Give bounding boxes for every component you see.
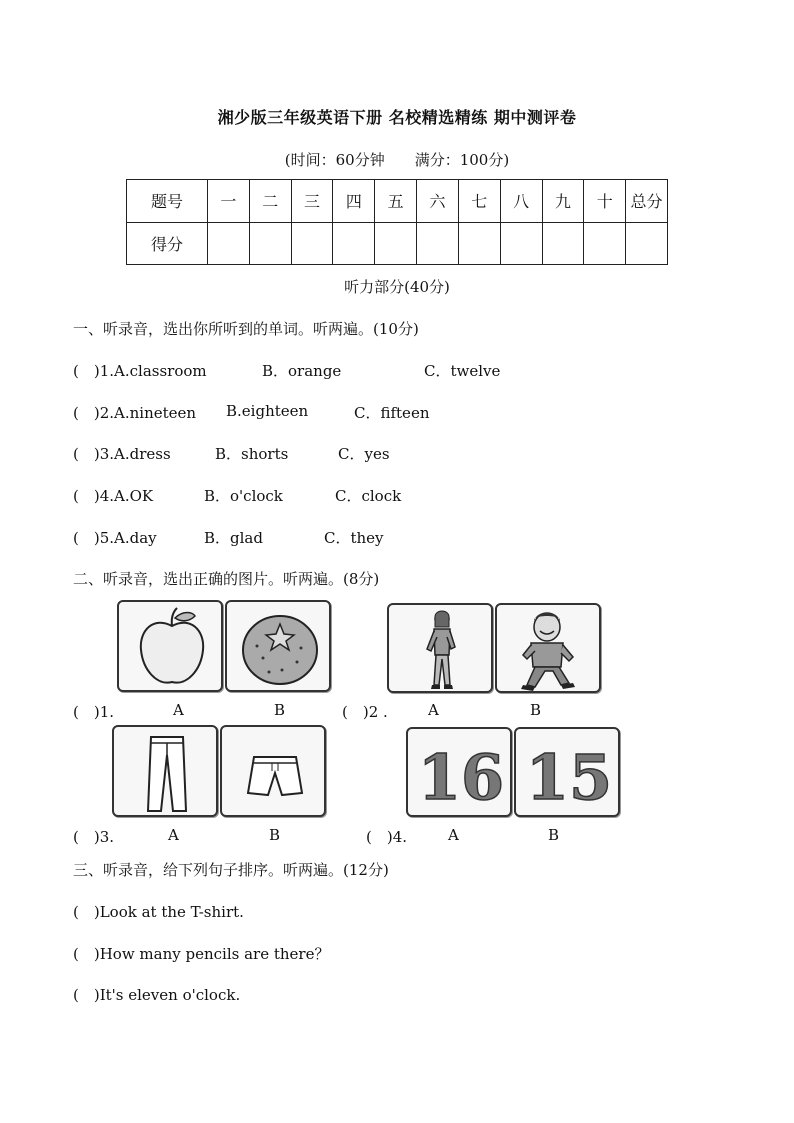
- option-b-label: B: [548, 826, 560, 844]
- score-cell[interactable]: [584, 222, 626, 265]
- question-stem: ( )1.: [73, 703, 115, 721]
- number-card-icon: [408, 729, 514, 819]
- header-cell: 五: [375, 180, 417, 223]
- shorts-picture[interactable]: [220, 725, 326, 817]
- option-b: B．shorts: [215, 445, 289, 463]
- number-a-text: 16: [417, 741, 505, 814]
- score-cell[interactable]: [333, 222, 375, 265]
- header-cell: 三: [291, 180, 333, 223]
- option-a-label: A: [173, 701, 184, 719]
- score-cell[interactable]: [500, 222, 542, 265]
- option-b: B．orange: [262, 362, 342, 380]
- ordering-item: ( )It's eleven o'clock.: [73, 986, 241, 1004]
- option-c: C．clock: [335, 487, 402, 505]
- header-cell: 总分: [626, 180, 668, 223]
- option-b-label: B: [269, 826, 281, 844]
- score-cell[interactable]: [375, 222, 417, 265]
- option-b-label: B: [274, 701, 286, 719]
- trousers-icon: [114, 727, 220, 819]
- option-c: C．they: [324, 529, 384, 547]
- option-c: C．yes: [338, 445, 390, 463]
- header-cell: 九: [542, 180, 584, 223]
- option-a-label: A: [168, 826, 179, 844]
- score-cell[interactable]: [626, 222, 668, 265]
- option-c: C．fifteen: [354, 404, 430, 422]
- woman-icon: [389, 605, 495, 695]
- score-cell[interactable]: [417, 222, 459, 265]
- question-stem: ( )3.A.dress: [73, 445, 171, 463]
- question-stem: ( )2 .: [342, 703, 388, 721]
- score-cell[interactable]: [249, 222, 291, 265]
- section3-title: 三、听录音，给下列句子排序。听两遍。(12分): [73, 861, 389, 879]
- number-16-picture[interactable]: [406, 727, 512, 817]
- exam-info: (时间：60分钟 满分：100分): [284, 151, 510, 169]
- header-cell: 四: [333, 180, 375, 223]
- question-stem: ( )4.A.OK: [73, 487, 154, 505]
- question-stem: ( )5.A.day: [73, 529, 157, 547]
- orange-picture[interactable]: [225, 600, 331, 692]
- number-b-text: 15: [525, 741, 613, 814]
- man-icon: [497, 605, 603, 695]
- header-cell: 题号: [127, 180, 208, 223]
- question-stem: ( )3.: [73, 828, 115, 846]
- ordering-item: ( )How many pencils are there？: [73, 945, 330, 963]
- orange-icon: [227, 602, 333, 694]
- header-cell: 八: [500, 180, 542, 223]
- section1-title: 一、听录音，选出你所听到的单词。听两遍。(10分): [73, 320, 419, 338]
- section2-title: 二、听录音，选出正确的图片。听两遍。(8分): [73, 570, 380, 588]
- option-a-label: A: [448, 826, 459, 844]
- page-title: 湘少版三年级英语下册 名校精选精练 期中测评卷: [217, 108, 577, 127]
- header-cell: 七: [458, 180, 500, 223]
- header-cell: 六: [417, 180, 459, 223]
- option-b-label: B: [530, 701, 542, 719]
- option-a-label: A: [428, 701, 439, 719]
- number-card-icon: [516, 729, 622, 819]
- score-cell[interactable]: [208, 222, 250, 265]
- header-cell: 二: [249, 180, 291, 223]
- number-15-picture[interactable]: [514, 727, 620, 817]
- question-stem: ( )2.A.nineteen: [73, 404, 197, 422]
- header-cell: 十: [584, 180, 626, 223]
- man-picture[interactable]: [495, 603, 601, 693]
- apple-picture[interactable]: [117, 600, 223, 692]
- option-c: C．twelve: [424, 362, 501, 380]
- pants-picture[interactable]: [112, 725, 218, 817]
- option-b: B．o'clock: [204, 487, 283, 505]
- score-cell[interactable]: [542, 222, 584, 265]
- ordering-item: ( )Look at the T-shirt.: [73, 903, 244, 921]
- row-label: 得分: [127, 222, 208, 265]
- score-table: [126, 179, 668, 265]
- option-b: B.eighteen: [226, 402, 309, 420]
- listening-title: 听力部分(40分): [344, 278, 450, 296]
- header-cell: 一: [208, 180, 250, 223]
- option-b: B．glad: [204, 529, 263, 547]
- girl-picture[interactable]: [387, 603, 493, 693]
- score-cell[interactable]: [291, 222, 333, 265]
- score-table-score-row: [127, 222, 668, 265]
- question-stem: ( )4.: [366, 828, 408, 846]
- score-cell[interactable]: [458, 222, 500, 265]
- apple-icon: [119, 602, 225, 694]
- score-table-header-row: [127, 180, 668, 223]
- question-stem: ( )1.A.classroom: [73, 362, 207, 380]
- shorts-icon: [222, 727, 328, 819]
